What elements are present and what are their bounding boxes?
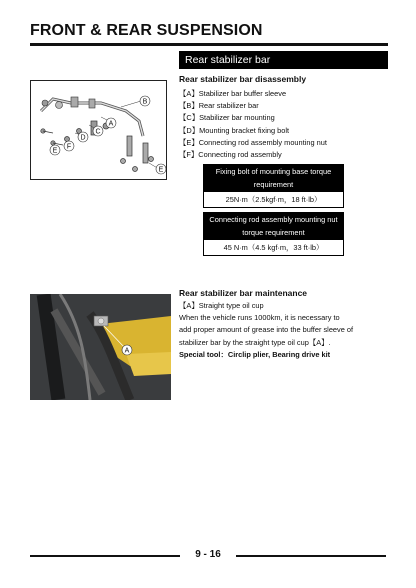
list-item: 【B】Rear stabilizer bar: [179, 101, 259, 111]
diagram-label-e: E: [52, 147, 58, 155]
disassembly-heading: Rear stabilizer bar disassembly: [179, 74, 307, 84]
photo-label-a: A: [124, 347, 130, 355]
list-item: 【D】Mounting bracket fixing bolt: [179, 125, 290, 135]
parts-list: [179, 88, 327, 161]
paragraph-line: When the vehicle runs 1000km, it is necessary to: [179, 313, 340, 323]
diagram-label-a: A: [108, 120, 114, 128]
stabilizer-bar-diagram: [30, 80, 167, 180]
special-tool: Special tool：Circlip plier, Bearing drive kit: [179, 349, 331, 359]
diagram-label-c: C: [95, 128, 101, 136]
oil-cup-photo: [30, 294, 171, 400]
torque-box-connecting-rod: [203, 212, 344, 256]
footer-rule-right: [236, 555, 386, 557]
diagram-label-e-right: E: [158, 166, 164, 174]
paragraph-line: stabilizer bar by the straight type oil cup【A】.: [179, 337, 331, 347]
page-number: 9 - 16: [195, 549, 221, 560]
footer-rule-left: [30, 555, 180, 557]
maintenance-item: 【A】Straight type oil cup: [179, 301, 264, 310]
section-bar: Rear stabilizer bar: [179, 51, 388, 69]
torque-heading: Fixing bolt of mounting base torque requirement: [204, 165, 343, 192]
torque-heading: Connecting rod assembly mounting nut torque requirement: [204, 213, 343, 240]
list-item: 【A】Stabilizer bar buffer sleeve: [179, 89, 287, 98]
torque-value: 25N·m（2.5kgf·m，18 ft·lb）: [204, 192, 343, 207]
diagram-label-f: F: [66, 143, 72, 151]
maintenance-body: [179, 300, 387, 361]
torque-value: 45 N·m（4.5 kgf·m，33 ft·lb）: [204, 240, 343, 255]
page-title: FRONT & REAR SUSPENSION: [30, 22, 263, 39]
torque-box-mounting-base: [203, 164, 344, 208]
list-item: 【E】Connecting rod assembly mounting nut: [179, 137, 327, 147]
list-item: 【F】Connecting rod assembly: [179, 150, 282, 160]
diagram-label-b: B: [142, 98, 148, 106]
list-item: 【C】Stabilizer bar mounting: [179, 113, 275, 123]
title-rule: [30, 43, 388, 46]
maintenance-heading: Rear stabilizer bar maintenance: [179, 288, 308, 298]
diagram-label-d: D: [80, 134, 86, 142]
paragraph-line: add proper amount of grease into the buffer sleeve of: [179, 325, 354, 335]
